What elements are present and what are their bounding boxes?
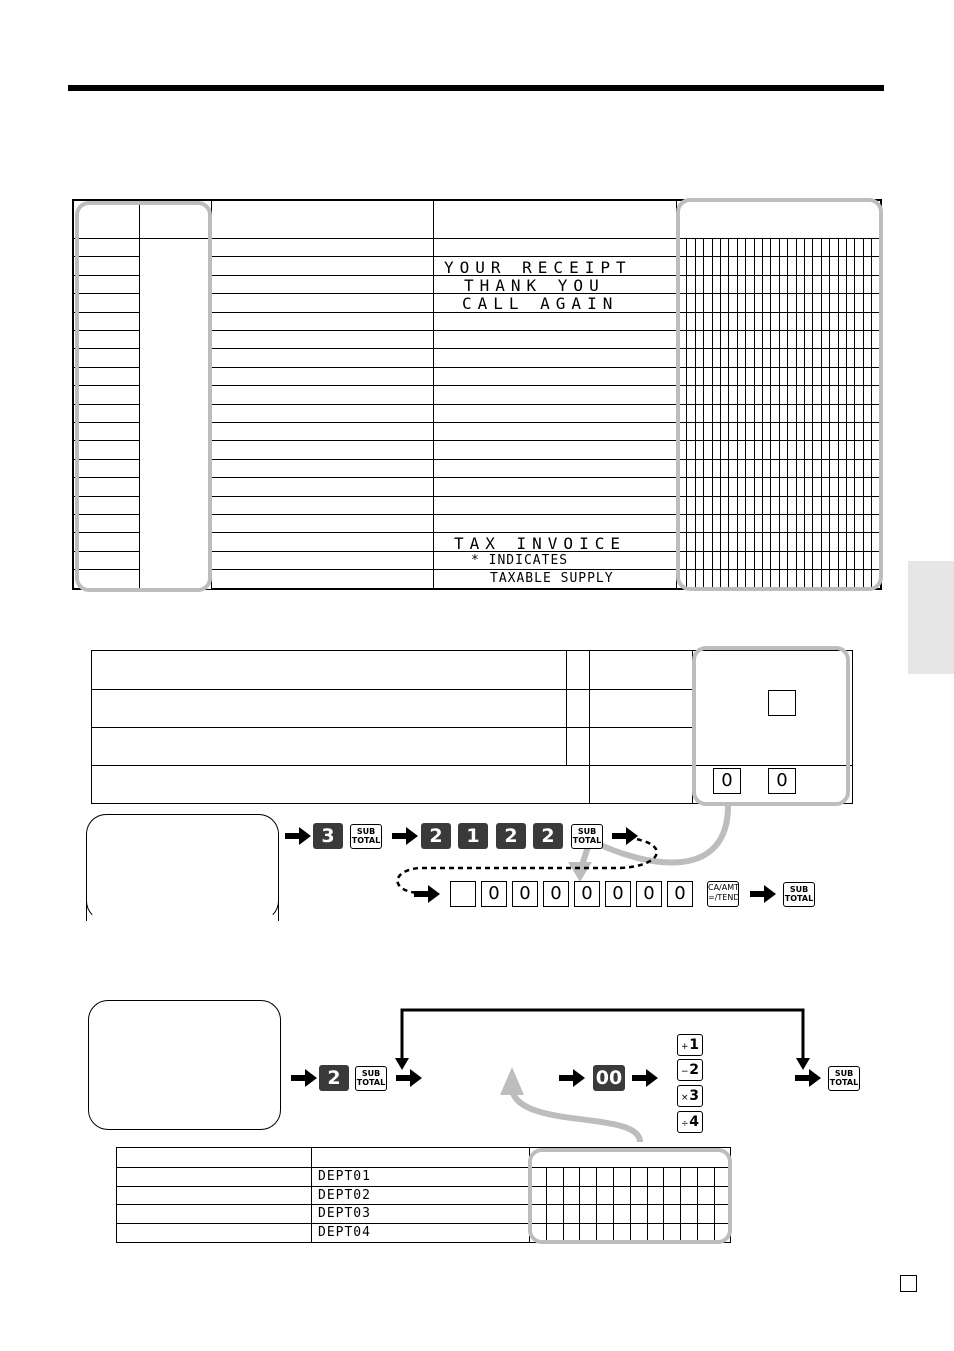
entry-blank [450, 881, 476, 907]
tax-line-2: * INDICATES [471, 553, 569, 568]
subtotal-key: SUB TOTAL [828, 1066, 860, 1091]
dept-name-cell: DEPT04 [318, 1225, 371, 1240]
subtotal-key: SUB TOTAL [355, 1066, 387, 1091]
numeric-key: 1 [458, 823, 488, 849]
numeric-key: 2 [533, 823, 563, 849]
dept-key-2: − 2 [677, 1059, 703, 1081]
entry-digit: 0 [636, 881, 662, 907]
arrow-icon [559, 1069, 585, 1087]
arrow-icon [291, 1069, 317, 1087]
numeric-key: 3 [313, 823, 343, 849]
dept-name-cell: DEPT03 [318, 1206, 371, 1221]
numeric-key: 2 [319, 1065, 349, 1091]
display-digit: 0 [768, 768, 796, 794]
display-digit: 0 [713, 768, 741, 794]
entry-digit: 0 [543, 881, 569, 907]
subtotal-key: SUB TOTAL [350, 824, 382, 849]
message-line-3: CALL AGAIN [462, 294, 619, 313]
tax-line-1: TAX INVOICE [454, 534, 626, 553]
message-line-2: THANK YOU [464, 276, 605, 295]
entry-digit: 0 [481, 881, 507, 907]
note-bracket-2 [88, 1000, 281, 1130]
highlight-dept-grid [528, 1148, 732, 1244]
dept-name-cell: DEPT02 [318, 1188, 371, 1203]
numeric-key: 2 [421, 823, 451, 849]
subtotal-key: SUB TOTAL [783, 882, 815, 907]
arrow-icon [612, 827, 638, 845]
subtotal-key: SUB TOTAL [571, 824, 603, 849]
entry-digit: 0 [605, 881, 631, 907]
dept-key-3: × 3 [677, 1085, 703, 1107]
page-number-box [900, 1275, 917, 1292]
ca-amt-tend-key: CA/AMT =/TEND [707, 881, 739, 907]
tax-line-3: TAXABLE SUPPLY [490, 571, 614, 586]
arrow-icon [396, 1069, 422, 1087]
arrow-icon [795, 1069, 821, 1087]
dept-key-4: ÷ 4 [677, 1111, 703, 1133]
dept-name-cell: DEPT01 [318, 1169, 371, 1184]
entry-digit: 0 [512, 881, 538, 907]
double-zero-key: 00 [593, 1065, 625, 1091]
arrow-icon [392, 827, 418, 845]
entry-digit: 0 [574, 881, 600, 907]
entry-digit: 0 [667, 881, 693, 907]
arrow-icon [414, 885, 440, 903]
arrow-icon [285, 827, 311, 845]
arrow-icon [632, 1069, 658, 1087]
arrow-icon [750, 885, 776, 903]
numeric-key: 2 [496, 823, 526, 849]
message-line-1: YOUR RECEIPT [444, 258, 632, 277]
dept-key-1: + 1 [677, 1034, 703, 1056]
